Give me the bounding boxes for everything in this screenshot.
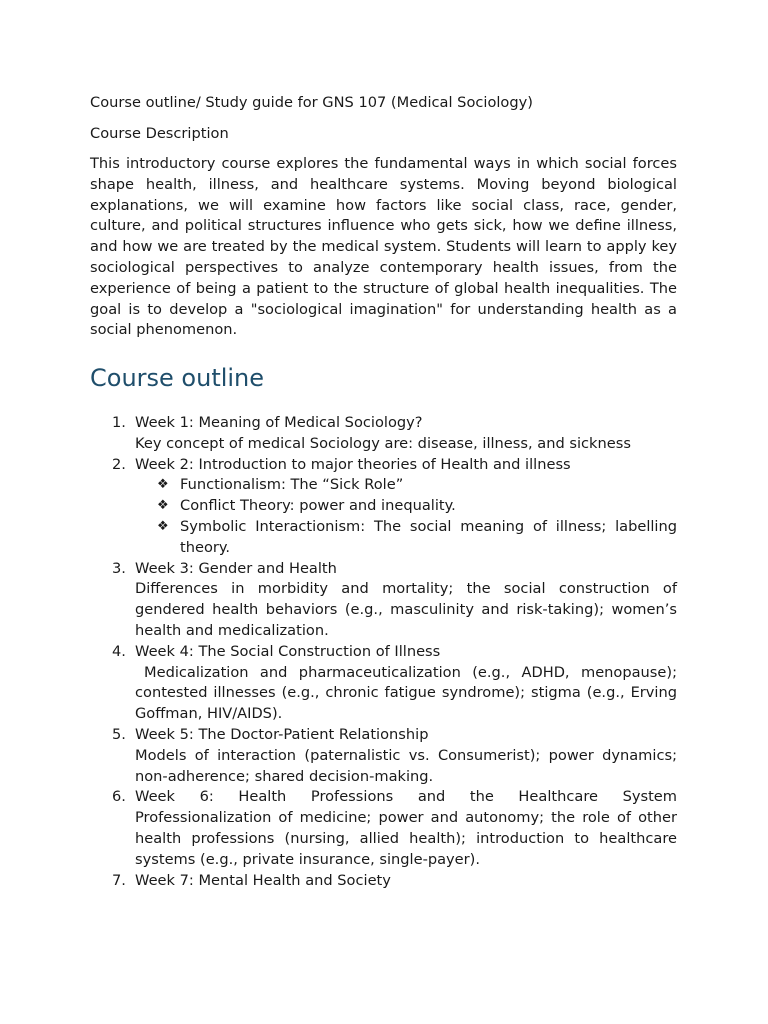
- list-item: [90, 413, 677, 455]
- week-title: Week 4: The Social Construction of Illness: [135, 642, 441, 660]
- course-outline-list: [90, 413, 677, 891]
- week-title: Week 1: Meaning of Medical Sociology?: [135, 414, 423, 432]
- list-item: [90, 455, 677, 559]
- diamond-bullet-icon: ❖: [157, 498, 169, 514]
- list-number: 5.: [112, 726, 126, 744]
- bullet-item: [135, 517, 677, 559]
- list-number: 2.: [112, 455, 126, 473]
- week-detail: Professionalization of medicine; power and autonomy; the role of other health professions (nursing, allied health); introduction to healthcare systems (e.g., private insurance, single-payer).: [135, 809, 677, 868]
- diamond-bullet-icon: ❖: [157, 519, 169, 535]
- bullet-item: [135, 496, 677, 517]
- week-title: Week 5: The Doctor-Patient Relationship: [135, 726, 429, 744]
- week-detail: Medicalization and pharmaceuticalization (e.g., ADHD, menopause); contested illnesses (e.g., chronic fatigue syndrome); stigma (e.g., Erving Goffman, HIV/AIDS).: [135, 663, 677, 723]
- list-item: [90, 787, 677, 870]
- list-number: 6.: [112, 788, 126, 806]
- list-number: 1.: [112, 414, 126, 432]
- list-item: [90, 725, 677, 787]
- document-page: [90, 90, 677, 891]
- week-detail: Key concept of medical Sociology are: disease, illness, and sickness: [135, 434, 631, 452]
- theory-bullet-list: [135, 475, 677, 558]
- list-item: [90, 559, 677, 642]
- list-item: [90, 642, 677, 725]
- week-detail: Models of interaction (paternalistic vs. Consumerist); power dynamics; non-adherence; shared decision-making.: [135, 746, 677, 785]
- course-description-text: This introductory course explores the fundamental ways in which social forces shape health, illness, and healthcare systems. Moving beyond biological explanations, we will examine how factors like social class, race, gender, culture, and political structures influence who gets sick, how we define illness, and how we are treated by the medical system. Students will learn to apply key sociological perspectives to analyze contemporary health issues, from the experience of being a patient to the structure of global health inequalities. The goal is to develop a "sociological imagination" for understanding health as a social phenomenon.: [90, 155, 677, 339]
- bullet-text: Symbolic Interactionism: The social meaning of illness; labelling theory.: [180, 518, 677, 556]
- list-number: 7.: [112, 871, 126, 889]
- week-title: Week 7: Mental Health and Society: [135, 871, 391, 889]
- bullet-text: Conflict Theory: power and inequality.: [180, 497, 456, 515]
- diamond-bullet-icon: ❖: [157, 477, 169, 493]
- list-number: 3.: [112, 559, 126, 577]
- bullet-item: [135, 475, 677, 496]
- document-title: Course outline/ Study guide for GNS 107 (Medical Sociology): [90, 94, 533, 111]
- week-title: Week 2: Introduction to major theories of Health and illness: [135, 455, 571, 473]
- course-outline-heading: Course outline: [90, 364, 265, 393]
- week-title: Week 3: Gender and Health: [135, 559, 337, 577]
- week-detail: Differences in morbidity and mortality; the social construction of gendered health behaviors (e.g., masculinity and risk-taking); women’s health and medicalization.: [135, 580, 677, 640]
- list-number: 4.: [112, 642, 126, 660]
- list-item: [90, 871, 677, 892]
- course-description-heading: Course Description: [90, 125, 229, 142]
- bullet-text: Functionalism: The “Sick Role”: [180, 476, 404, 494]
- week-title: Week 6: Health Professions and the Healthcare System: [135, 788, 677, 806]
